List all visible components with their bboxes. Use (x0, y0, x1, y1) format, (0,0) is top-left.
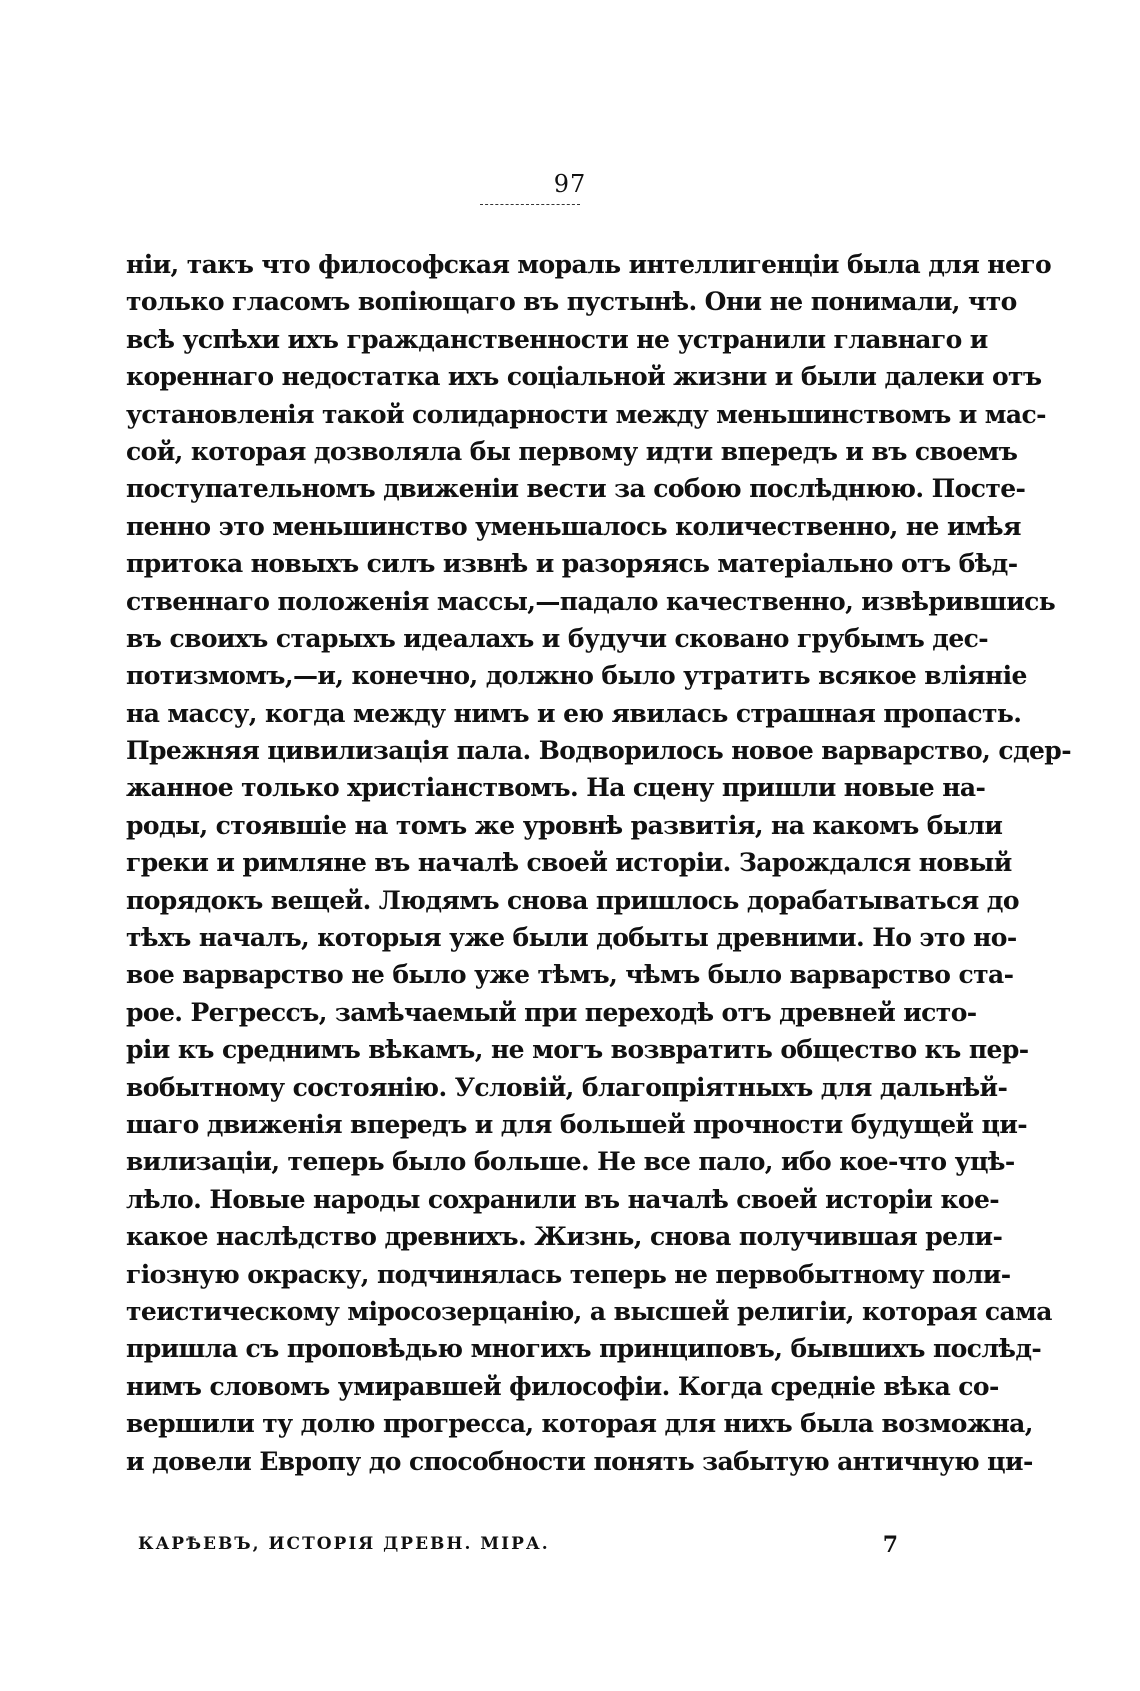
text-line: и довели Европу до способности понять забытую античную ци- (126, 1446, 1033, 1476)
text-line: гіозную окраску, подчинялась теперь не первобытному поли- (126, 1259, 1011, 1289)
text-line: сой, которая дозволяла бы первому идти впередъ и въ своемъ (126, 436, 1018, 466)
text-line: жанное только христіанствомъ. На сцену пришли новые на- (126, 773, 986, 803)
text-line: поступательномъ движеніи вести за собою послѣднюю. Посте- (126, 474, 1026, 504)
text-line: на массу, когда между нимъ и ею явилась страшная пропасть. (126, 698, 1022, 728)
page-number-rule (480, 204, 580, 205)
text-line: теистическому міросозерцанію, а высшей религіи, которая сама (126, 1296, 1052, 1326)
text-line: рое. Регрессъ, замѣчаемый при переходѣ отъ древней исто- (126, 997, 977, 1027)
text-line: вершили ту долю прогресса, которая для нихъ была возможна, (126, 1409, 1033, 1439)
text-line: шаго движенія впередъ и для большей прочности будущей ци- (126, 1109, 1028, 1139)
text-line: греки и римляне въ началѣ своей исторіи. Зарождался новый (126, 848, 1012, 878)
text-line: притока новыхъ силъ извнѣ и разоряясь матеріально отъ бѣд- (126, 549, 1018, 579)
text-line: всѣ успѣхи ихъ гражданственности не устранили главнаго и (126, 324, 988, 354)
text-line: ніи, такъ что философская мораль интеллигенціи была для него (126, 250, 1052, 279)
text-line: пенно это меньшинство уменьшалось количественно, не имѣя (126, 511, 1021, 541)
text-line: ріи къ среднимъ вѣкамъ, не могъ возвратить общество къ пер- (126, 1035, 1029, 1065)
text-line: только гласомъ вопіющаго въ пустынѣ. Они не понимали, что (126, 287, 1017, 317)
text-line: вилизаціи, теперь было больше. Не все пало, ибо кое-что уцѣ- (126, 1147, 1015, 1177)
page-number: 97 (553, 170, 587, 198)
body-text (126, 246, 1071, 1480)
text-line: пришла съ проповѣдью многихъ принциповъ, бывшихъ послѣд- (126, 1334, 1042, 1364)
text-line: вобытному состоянію. Условій, благопріятныхъ для дальнѣй- (126, 1072, 1008, 1102)
text-line: тѣхъ началъ, которыя уже были добыты древними. Но это но- (126, 923, 1017, 953)
text-line: ственнаго положенія массы,—падало качественно, извѣрившись (126, 586, 1056, 616)
text-line: въ своихъ старыхъ идеалахъ и будучи сковано грубымъ дес- (126, 623, 989, 653)
text-line: роды, стоявшіе на томъ же уровнѣ развитія, на какомъ были (126, 810, 1003, 840)
text-line: Прежняя цивилизація пала. Водворилось новое варварство, сдер- (126, 736, 1071, 766)
footer-sheet-number: 7 (882, 1532, 898, 1558)
text-line: вое варварство не было уже тѣмъ, чѣмъ было варварство ста- (126, 960, 1014, 990)
text-line: лѣло. Новые народы сохранили въ началѣ своей исторіи кое- (126, 1184, 1000, 1214)
text-line: установленія такой солидарности между меньшинствомъ и мас- (126, 399, 1046, 429)
footer-signature: КАРѢЕВЪ, ИСТОРІЯ ДРЕВН. МІРА. (138, 1534, 550, 1554)
text-line: нимъ словомъ умиравшей философіи. Когда средніе вѣка со- (126, 1371, 999, 1401)
text-line: порядокъ вещей. Людямъ снова пришлось дорабатываться до (126, 885, 1019, 915)
text-line: кореннаго недостатка ихъ соціальной жизни и были далеки отъ (126, 362, 1042, 392)
text-line: потизмомъ,—и, конечно, должно было утратить всякое вліяніе (126, 661, 1027, 691)
text-line: какое наслѣдство древнихъ. Жизнь, снова получившая рели- (126, 1222, 1003, 1252)
